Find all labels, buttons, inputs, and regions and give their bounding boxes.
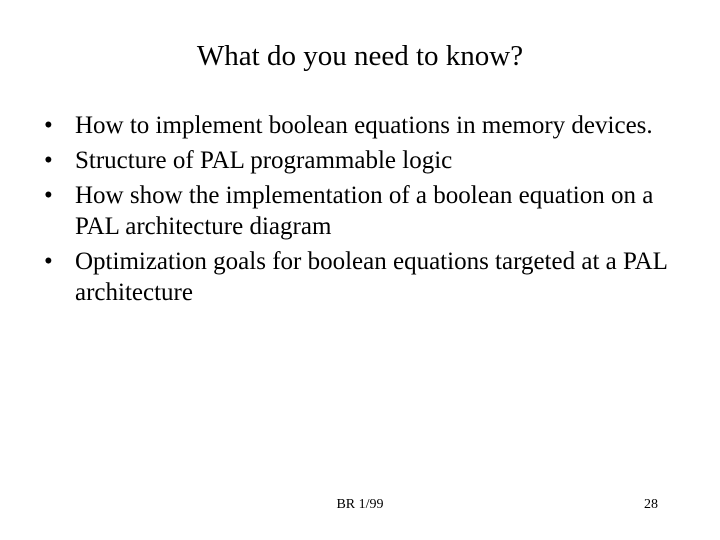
- footer-label: BR 1/99: [336, 497, 384, 512]
- bullet-item-2: [44, 145, 684, 176]
- bullet-item-1: [44, 110, 684, 141]
- slide-title: What do you need to know?: [196, 40, 524, 72]
- bullet-icon: •: [44, 147, 53, 174]
- bullet-list: [44, 110, 684, 312]
- bullet-icon: •: [44, 112, 53, 139]
- bullet-text-2: Structure of PAL programmable logic: [75, 147, 453, 174]
- bullet-text-4: Optimization goals for boolean equations targeted at a PAL architecture: [75, 248, 667, 306]
- bullet-item-3: [44, 180, 684, 242]
- bullet-icon: •: [44, 248, 53, 275]
- bullet-text-3: How show the implementation of a boolean equation on a PAL architecture diagram: [75, 182, 654, 240]
- bullet-item-4: [44, 246, 684, 308]
- bullet-icon: •: [44, 182, 53, 209]
- page-number: 28: [644, 497, 658, 512]
- bullet-text-1: How to implement boolean equations in memory devices.: [75, 112, 653, 139]
